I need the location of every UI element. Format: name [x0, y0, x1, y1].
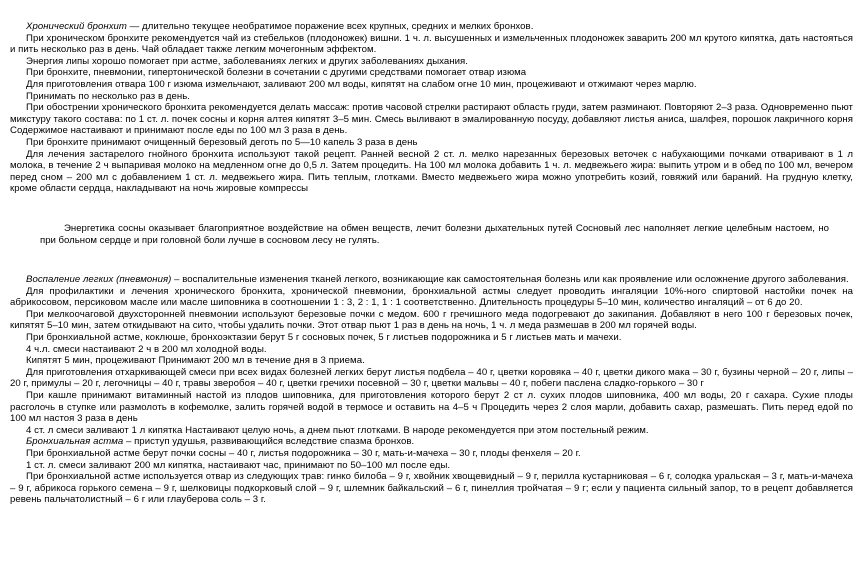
lung-paragraph: [10, 274, 853, 286]
paragraph-text: 4 ч.л. смеси настаивают 2 ч в 200 мл холодной воды.: [26, 343, 267, 355]
lung-paragraph: [10, 286, 853, 309]
paragraph-text: При бронхите принимают очищенный березовый деготь по 5—10 капель 3 раза в день: [26, 136, 418, 148]
paragraph-text: – воспалительные изменения тканей легкого, возникающие как самостоятельная болезнь или как проявление или осложнение другого заболевания.: [171, 274, 849, 286]
paragraph-text: – приступ удушья, развивающийся вследствие спазма бронхов.: [123, 436, 415, 448]
paragraph-text: 1 ст. л. смеси заливают 200 мл кипятка, настаивают час, принимают по 50–100 мл после еды.: [26, 459, 451, 471]
paragraph-text: Для приготовления отхаркивающей смеси при всех видах болезней легких берут листья подбела – 40 г, цветки коровяка – 40 г, цветки дикого мака – 30 г, бузины черной – 20 г, липы – 20 г, примулы – 20 г, легочницы – 40 г, травы зверобоя – 40 г, цветки гречихи посевной – 30 г, цветки мальвы – 40 г, побеги паслена сладко-горького – 30 г: [10, 366, 853, 390]
bronchitis-paragraph: [10, 91, 853, 103]
lung-paragraph: [10, 471, 853, 506]
lung-paragraph: [10, 309, 853, 332]
spacer: [10, 195, 853, 223]
term-heading: Воспаление легких (пневмония): [26, 274, 172, 286]
paragraph-text: 4 ст. л смеси заливают 1 л кипятка Настаивают целую ночь, а днем пьют глотками. В народе рекомендуется при этом постельный режим.: [26, 424, 649, 436]
paragraph-text: При кашле принимают витаминный настой из плодов шиповника, для приготовления которого берут 2 ст л. сухих плодов шиповника, 400 мл воды, 20 г сахара. Сухие плоды расголочь в ступке или размолоть в кофемолке, залить горячей водой в термосе и оставить на 4–5 ч Процедить через 2 слоя марли, добавить сахар, размешать. Пить перед едой по 100 мл настоя 3 раза в день: [10, 390, 853, 425]
lung-paragraph: [10, 448, 853, 460]
paragraph-text: Кипятят 5 мин, процеживают Принимают 200 мл в течение дня в 3 приема.: [26, 355, 365, 367]
paragraph-text: При бронхиальной астме, коклюше, бронхоэктазии берут 5 г сосновых почек, 5 г листьев подорожника и 5 г листьев мать и мачехи.: [26, 332, 622, 344]
paragraph-text: Энергия липы хорошо помогает при астме, заболеваниях легких и других заболеваниях дыхания.: [26, 55, 469, 67]
lung-paragraph: [10, 355, 853, 367]
paragraph-text: При бронхиальной астме берут почки сосны – 40 г, листья подорожника – 30 г, мать-и-мачеха – 30 г, плоды фенхеля – 20 г.: [26, 448, 581, 459]
term-heading: Хронический бронхит: [26, 21, 127, 32]
paragraph-text: Принимать по несколько раз в день.: [26, 90, 190, 102]
term-heading: Бронхиальная астма: [26, 436, 124, 448]
bronchitis-paragraph: [10, 67, 853, 79]
pneumonia-asthma-section: [10, 274, 853, 506]
paragraph-text: При хроническом бронхите рекомендуется чай из стебельков (плодоножек) вишни. 1 ч. л. высушенных и измельченных плодоножек заварить 200 мл крутого кипятка, дать настояться и пить несколько раз в день. Чай обладает также легким мочегонным эффектом.: [10, 32, 853, 56]
lung-paragraph: [10, 436, 853, 448]
paragraph-text: — длительно текущее необратимое поражение всех крупных, средних и мелких бронхов.: [126, 21, 534, 32]
lung-paragraph: [10, 425, 853, 437]
bronchitis-paragraph: [10, 149, 853, 195]
lung-paragraph: [10, 367, 853, 390]
pine-quote: Энергетика сосны оказывает благоприятное воздействие на обмен веществ, лечит болезни дыхательных путей Сосновый лес наполняет легкие целебным настоем, но при больном сердце и при головной боли лучше в сосновом лесу не гулять.: [40, 222, 829, 246]
bronchitis-paragraph: [10, 56, 853, 68]
bronchitis-paragraph: [10, 102, 853, 137]
paragraph-text: Для профилактики и лечения хронического бронхита, хронической пневмонии, бронхиальной астмы следует проводить ингаляции 10%-ного спиртовой настойки почек на абрикосовом, персиковом масле или масле шиповника в соотношении 1 : 3, 2 : 1, 1 : 1 соответственно. Длительность процедуры 5–10 мин, количество ингаляций – от 6 до 20.: [10, 285, 853, 309]
lung-paragraph: [10, 460, 853, 472]
paragraph-text: При обострении хронического бронхита рекомендуется делать массаж: против часовой стрелки растирают область груди, затем разминают. Повторяют 2–3 раза. Одновременно пьют микстуру такого состава: по 1 ст. л. почек сосны и корня алтея кипятят 3–5 мин. Смесь выливают в эмалированную посуду, добавляют листья аниса, шалфея, порошок лакричного корня Содержимое настаивают и принимают после еды по 100 мл 3 раза в день.: [10, 102, 853, 137]
spacer: [10, 246, 853, 274]
paragraph-text: При бронхите, пневмонии, гипертонической болезни в сочетании с другими средствами помогает отвар изюма: [26, 67, 527, 79]
paragraph-text: Для лечения застарелого гнойного бронхита используют такой рецепт. Ранней весной 2 ст. л. мелко нарезанных березовых веточек с набухающими почками отваривают в 1 л молока, в течение 2 ч выпаривая молоко на медленном огне до 0,5 л. Затем процедить. На 100 мл молока добавить 1 ч. л. медвежьего жира: выпить утром и в обед по 100 мл, вечером перед сном – 200 мл с добавлением 1 ст. л. медвежьего жира. Пить теплым, глотками. Вместо медвежьего жира можно употребить козий, говяжий или бараний. На грудную клетку, кроме области сердца, накладывают на ночь жировые компрессы: [10, 148, 853, 195]
paragraph-text: При мелкоочаговой двухсторонней пневмонии используют березовые почки с медом. 600 г гречишного меда подогревают до закипания. Добавляют в него 100 г березовых почек, кипятят 5–10 мин, затем откидывают на сито, чтобы удалить почки. Этот отвар пьют 1 раз в день на ночь, 1 ч. л меда размешав в 200 мл горячей воды.: [10, 308, 853, 332]
bronchitis-paragraph: [10, 33, 853, 56]
bronchitis-paragraph: [10, 21, 853, 33]
bronchitis-paragraph: [10, 79, 853, 91]
lung-paragraph: [10, 344, 853, 356]
paragraph-text: Для приготовления отвара 100 г изюма измельчают, заливают 200 мл воды, кипятят на слабом огне 10 мин, процеживают и отжимают через марлю.: [26, 78, 697, 90]
bronchitis-paragraph: [10, 137, 853, 149]
bronchitis-section: [10, 21, 853, 195]
paragraph-text: При бронхиальной астме используется отвар из следующих трав: гинко билоба – 9 г, хвойник хвощевидный – 9 г, перилла кустарниковая – 6 г, солодка уральская – 3 г, мать-и-мачеха – 9 г, абрикоса горького семена – 9 г, шелковицы подкорковый слой – 9 г, шлемник байкальский – 6 г, пинеллия тройчатая – 9 г; если у пациента сильный запор, то в рецепт добавляется ревень пальчатолистный – 6 г или глауберова соль – 3 г.: [10, 471, 853, 506]
lung-paragraph: [10, 332, 853, 344]
lung-paragraph: [10, 390, 853, 425]
